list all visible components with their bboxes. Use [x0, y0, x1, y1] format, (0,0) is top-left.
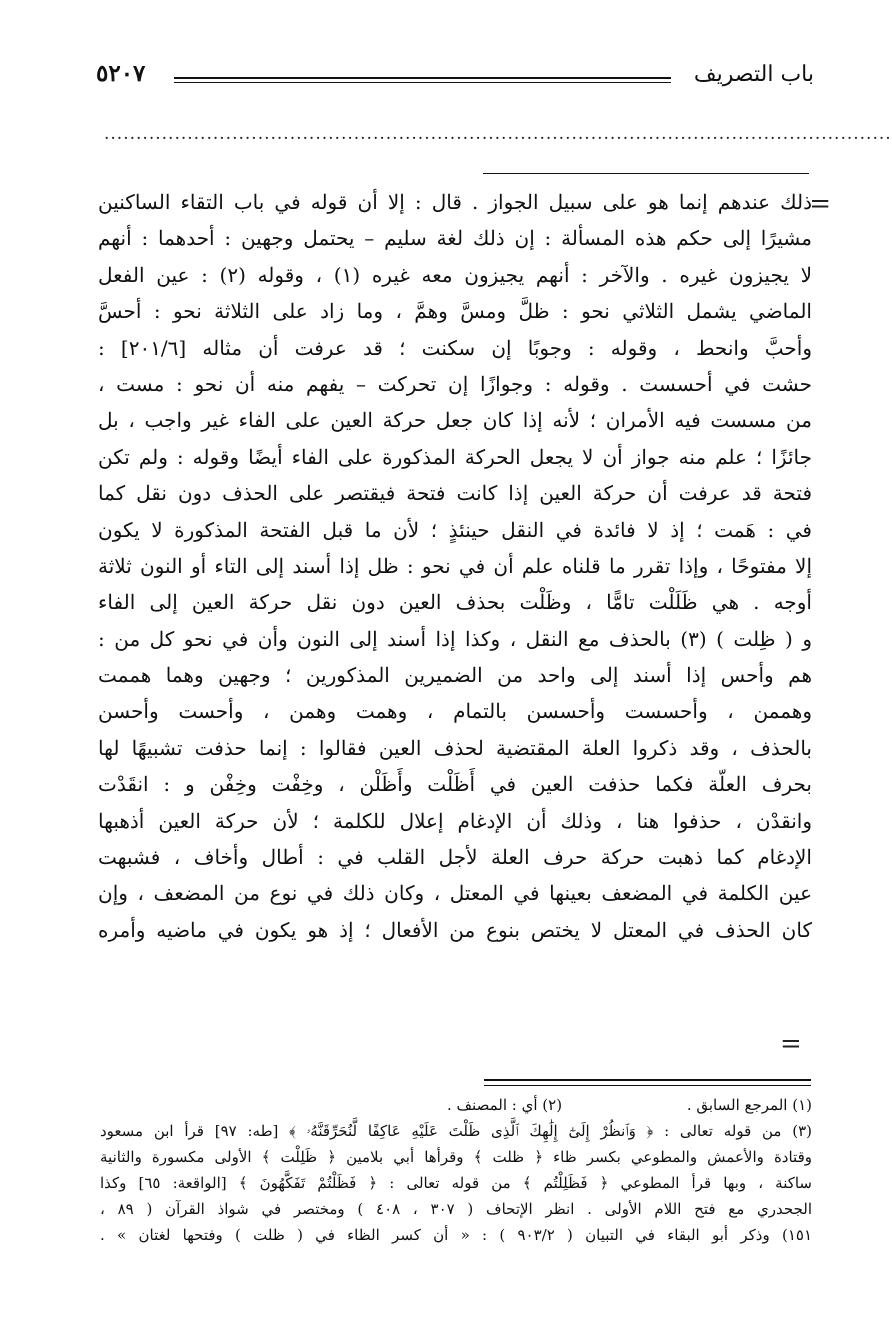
body-line: بالحذف ، وقد ذكروا العلة المقتضية لحذف العين فقالوا : إنما حذفت تشبيهًا لها	[98, 735, 812, 760]
body-line: حشت في أحسست . وقوله : وجوازًا إن تحركت – يفهم منه أن نحو : مست ،	[98, 371, 812, 396]
footnote-1: (١) المرجع السابق .	[686, 1096, 812, 1114]
footnote-3-line: وقتادة والأعمش والمطوعي بكسر ظاء ﴿ ظلت ﴾ وقرأها أبي بلامين ﴿ ظَلِلْت ﴾ الأولى مكسورة والثانية	[100, 1148, 812, 1166]
header-rule	[174, 77, 671, 79]
body-line: الماضي يشمل الثلاثي نحو : ظلَّ ومسَّ وهمَّ ، وما زاد على الثلاثة نحو : أحسَّ	[98, 299, 812, 324]
footnote-pair	[100, 1092, 812, 1118]
footnote-rule-thin	[484, 1085, 811, 1086]
continuation-mark-start: =	[809, 189, 831, 219]
commentary-body	[98, 184, 812, 1094]
body-line: ذلك عندهم إنما هو على سبيل الجواز . قال : إلا أن قوله في باب التقاء الساكنين	[98, 190, 812, 214]
body-line: أوجه . هي ظَلَلْت تامًّا ، وظَلْت بحذف العين دون نقل حركة العين إلى الفاء	[98, 590, 812, 615]
continuation-mark-end: =	[780, 1029, 802, 1059]
body-line: إلا مفتوحًا ، وإذا تقرر ما قلناه علم أن في نحو : ظل إذا أسند إلى التاء أو النون ثلاثة	[98, 553, 812, 578]
body-line: كان الحذف في المعتل لا يختص بنوع من الأفعال ؛ إذ هو يكون في ماضيه وأمره	[98, 917, 812, 942]
footnote-3-line: ساكنة ، وبها قرأ المطوعي ﴿ فَظَلِلْتُم ﴾ من قوله تعالى : ﴿ فَظَلْتُمْ تَفَكَّهُونَ ﴾ [الواقعة: ٦٥] وكذا	[100, 1174, 813, 1192]
body-line: وأحبَّ وانحط ، وقوله : وجوبًا إن سكنت ؛ قد عرفت أن مثاله [٢٠١/٦] :	[98, 335, 812, 360]
footnote-2: (٢) أي : المصنف .	[446, 1096, 563, 1114]
body-line: هم وأحس إذا أسند إلى واحد من الضميرين المذكورين ؛ وجهين وهما هممت	[98, 663, 812, 688]
body-line: جائزًا ؛ علم منه جواز أن لا يجعل الحركة المذكورة على الفاء أيضًا وقوله : ولم تكن	[98, 444, 812, 469]
footnotes	[100, 1092, 812, 1248]
footnote-3-line: ١٥١) وذكر أبو البقاء في التبيان ( ٩٠٣/٢ ) : « أن كسر الظاء في ( ظلت ) وفتحها لغتان » .	[100, 1226, 812, 1244]
body-line: من مسست فيه الأمران ؛ لأنه إذا كان جعل حركة العين على الفاء غير واجب ، بل	[98, 408, 812, 433]
body-line: فتحة قد عرفت أن حركة العين إذا كانت فتحة فيقتصر على الحذف دون نقل كما	[98, 481, 812, 506]
body-line: مشيرًا إلى حكم هذه المسألة : إن ذلك لغة سليم – يحتمل وجهين : أحدهما : أنهم	[98, 226, 812, 251]
body-line: بحرف العلّة فكما حذفت العين في أَظَلْت وأَظَلْن ، وخِفْت وخِفْن و : انقَدْت	[98, 772, 812, 797]
body-line: وانقدْن ، حذفوا هنا ، وذلك أن الإدغام إعلال للكلمة ؛ لأن حركة العين أذهبها	[98, 808, 812, 833]
footnote-3-line: الجحدري مع فتح اللام الأولى . انظر الإتحاف ( ٣٠٧ ، ٤٠٨ ) ومختصر في شواذ القرآن ( ٨٩ ،	[100, 1200, 812, 1218]
section-rule	[483, 173, 809, 174]
body-line: الإدغام كما ذهبت حركة حرف العلة لأجل القلب في : أطال وأخاف ، فشبهت	[98, 845, 812, 870]
page-header	[96, 58, 814, 94]
header-rule-thin	[174, 82, 671, 83]
body-line: و ( ظِلت ) (٣) بالحذف مع النقل ، وكذا إذا أسند إلى النون وأن في نحو كل من :	[98, 626, 812, 651]
body-line: عين الكلمة في المضعف بعينها في المعتل ، وكان ذلك في نوع من المضعف ، وإن	[98, 881, 812, 906]
footnote-3-line: (٣) من قوله تعالى : ﴿ وَٱنظُرْ إِلَىٰٓ إِلَٰهِكَ ٱلَّذِى ظَلْتَ عَلَيْهِ عَاكِفًا لَّنُحَرِّقَنَّهُۥ ﴾ [طه: ٩٧] قرأ ابن مسعود	[100, 1122, 812, 1140]
page-number: ٥٢٠٧	[96, 60, 146, 87]
chapter-title: باب التصريف	[693, 62, 814, 87]
body-line: في : هَمت ؛ إذ لا فائدة في النقل حينئذٍ ؛ لأن ما قبل الفتحة المذكورة لا يكون	[98, 517, 812, 542]
body-line: وهممن ، وأحسست وأحسسن بالتمام ، وهمت وهمن ، وأحست وأحسن	[98, 699, 812, 724]
body-line: لا يجيزون غيره . والآخر : أنهم يجيزون معه غيره (١) ، وقوله (٢) : عين الفعل	[98, 262, 813, 287]
dotted-separator: ...........................................................................................................................	[104, 124, 892, 144]
footnote-rule	[484, 1079, 811, 1081]
